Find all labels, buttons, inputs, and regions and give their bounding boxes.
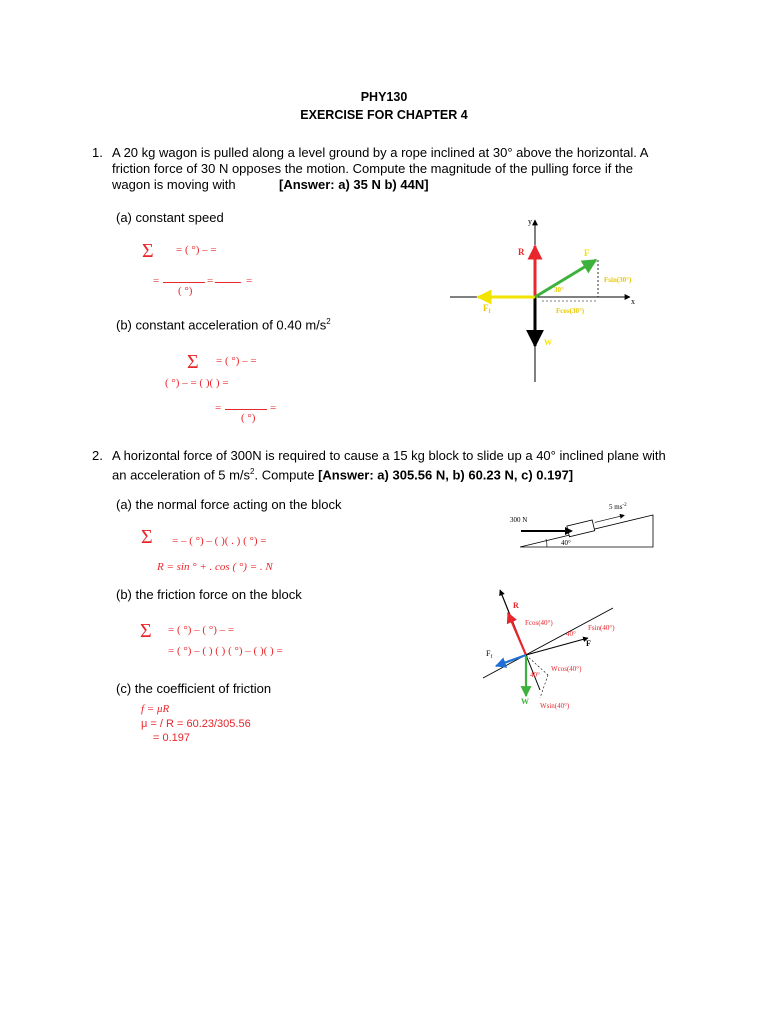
- q2a-sigma: Σ: [141, 526, 153, 548]
- q1-line1: A 20 kg wagon is pulled along a level ground by a rope inclined at 30° above the horizontal. A: [112, 145, 649, 160]
- q1-y-label: y: [528, 217, 532, 226]
- q1a-line2c: =: [207, 275, 214, 287]
- q2-friction-arrow: [496, 655, 526, 666]
- q1b-line3a: =: [215, 402, 222, 414]
- q1b-line2: ( °) – = ( )( ) =: [165, 377, 229, 389]
- q2-line1: A horizontal force of 300N is required to cause a 15 kg block to slide up a 40° inclined plane with: [112, 448, 666, 463]
- q2-normal-force-arrow: [508, 613, 526, 655]
- q1b-line3c: =: [270, 402, 277, 414]
- q1a-line2d: =: [246, 275, 253, 287]
- q2-normal-label: R: [513, 601, 519, 610]
- q1a-sigma: Σ: [142, 240, 154, 262]
- course-code: PHY130: [360, 90, 408, 104]
- q1b-sigma: Σ: [187, 351, 199, 373]
- q1b-frac-line: [225, 409, 267, 410]
- q2-wsin-label: Wsin(40°): [540, 702, 570, 710]
- q2-part-a: (a) the normal force acting on the block: [116, 497, 342, 512]
- q1a-frac-line1: [163, 282, 205, 283]
- page-title: EXERCISE FOR CHAPTER 4: [300, 108, 468, 122]
- q1a-line2a: =: [153, 275, 160, 287]
- q2b-sigma: Σ: [140, 620, 152, 642]
- q1-normal-label: R: [518, 247, 525, 257]
- applied-force-label: 300 N: [510, 516, 528, 524]
- accel-arrow: [595, 516, 620, 522]
- q1a-line2b: ( °): [178, 285, 193, 297]
- incline-angle-label: 40°: [561, 539, 571, 547]
- q1-free-body-diagram: [440, 210, 650, 385]
- q2-part-b: (b) the friction force on the block: [116, 587, 302, 602]
- q2b-line1: = ( °) – ( °) – =: [168, 624, 235, 636]
- q1a-line1: = ( °) – =: [176, 244, 217, 256]
- q2-free-body-diagram: [478, 580, 653, 715]
- q1-part-a: (a) constant speed: [116, 210, 224, 225]
- q2b-line2: = ( °) – ( ) ( ) ( °) – ( )( ) =: [168, 645, 283, 657]
- q2-angle-label-2: 40°: [530, 671, 540, 679]
- accel-label: 5 $ms^{-2}$: [609, 503, 627, 511]
- q2a-line1: = – ( °) – ( )( . ) ( °) =: [172, 535, 267, 547]
- q1-part-b: (b) constant acceleration of 0.40 $m/s^2$: [116, 317, 331, 333]
- q2-number: 2.: [92, 448, 103, 463]
- q1-line2: friction force of 30 N opposes the motion. Compute the magnitude of the pulling force if the: [112, 161, 634, 176]
- q2-line2: an acceleration of 5 $m/s^2$. Compute [Answer: a) 305.56 N, b) 60.23 N, c) 0.197]: [112, 467, 574, 483]
- q2-wcos-label: Wcos(40°): [551, 665, 582, 673]
- q2c-line1: f = μR: [141, 703, 170, 715]
- q2-friction-label: $F_f$: [486, 649, 493, 660]
- q2-fcos-label: Fcos(40°): [525, 619, 553, 627]
- q2-applied-force-arrow: [526, 638, 588, 655]
- q1-line3: wagon is moving with: [112, 177, 236, 192]
- q1-pull-force-arrow: [535, 260, 596, 297]
- q2a-line2: R = sin ° + . cos ( °) = . N: [157, 561, 273, 573]
- q1-fsin-label: Fsin(30°): [604, 276, 632, 284]
- q1-pull-label: F: [584, 248, 590, 258]
- q2-angle-label-1: 40°: [566, 630, 576, 638]
- q2-incline-diagram: [505, 495, 665, 555]
- q1b-line3b: ( °): [241, 412, 256, 424]
- q2c-line3: = 0.197: [153, 732, 191, 744]
- q1-x-label: x: [631, 297, 635, 306]
- q1-answer: [Answer: a) 35 N b) 44N]: [279, 177, 429, 192]
- q1-friction-label: $F_f$: [483, 303, 491, 315]
- q1b-line1: = ( °) – =: [216, 355, 257, 367]
- q1-number: 1.: [92, 145, 103, 160]
- q1a-frac-line2: [215, 282, 241, 283]
- q2c-line2: μ = / R = 60.23/305.56: [141, 718, 251, 730]
- q1-fcos-label: Fcos(30°): [556, 307, 585, 315]
- q1-angle-label: 30°: [554, 286, 564, 294]
- q2-fsin-label: Fsin(40°): [588, 624, 615, 632]
- q1-weight-label: W: [544, 338, 552, 347]
- q2-weight-label: W: [521, 697, 529, 706]
- q2-part-c: (c) the coefficient of friction: [116, 681, 272, 696]
- q2-applied-label: F: [586, 639, 591, 648]
